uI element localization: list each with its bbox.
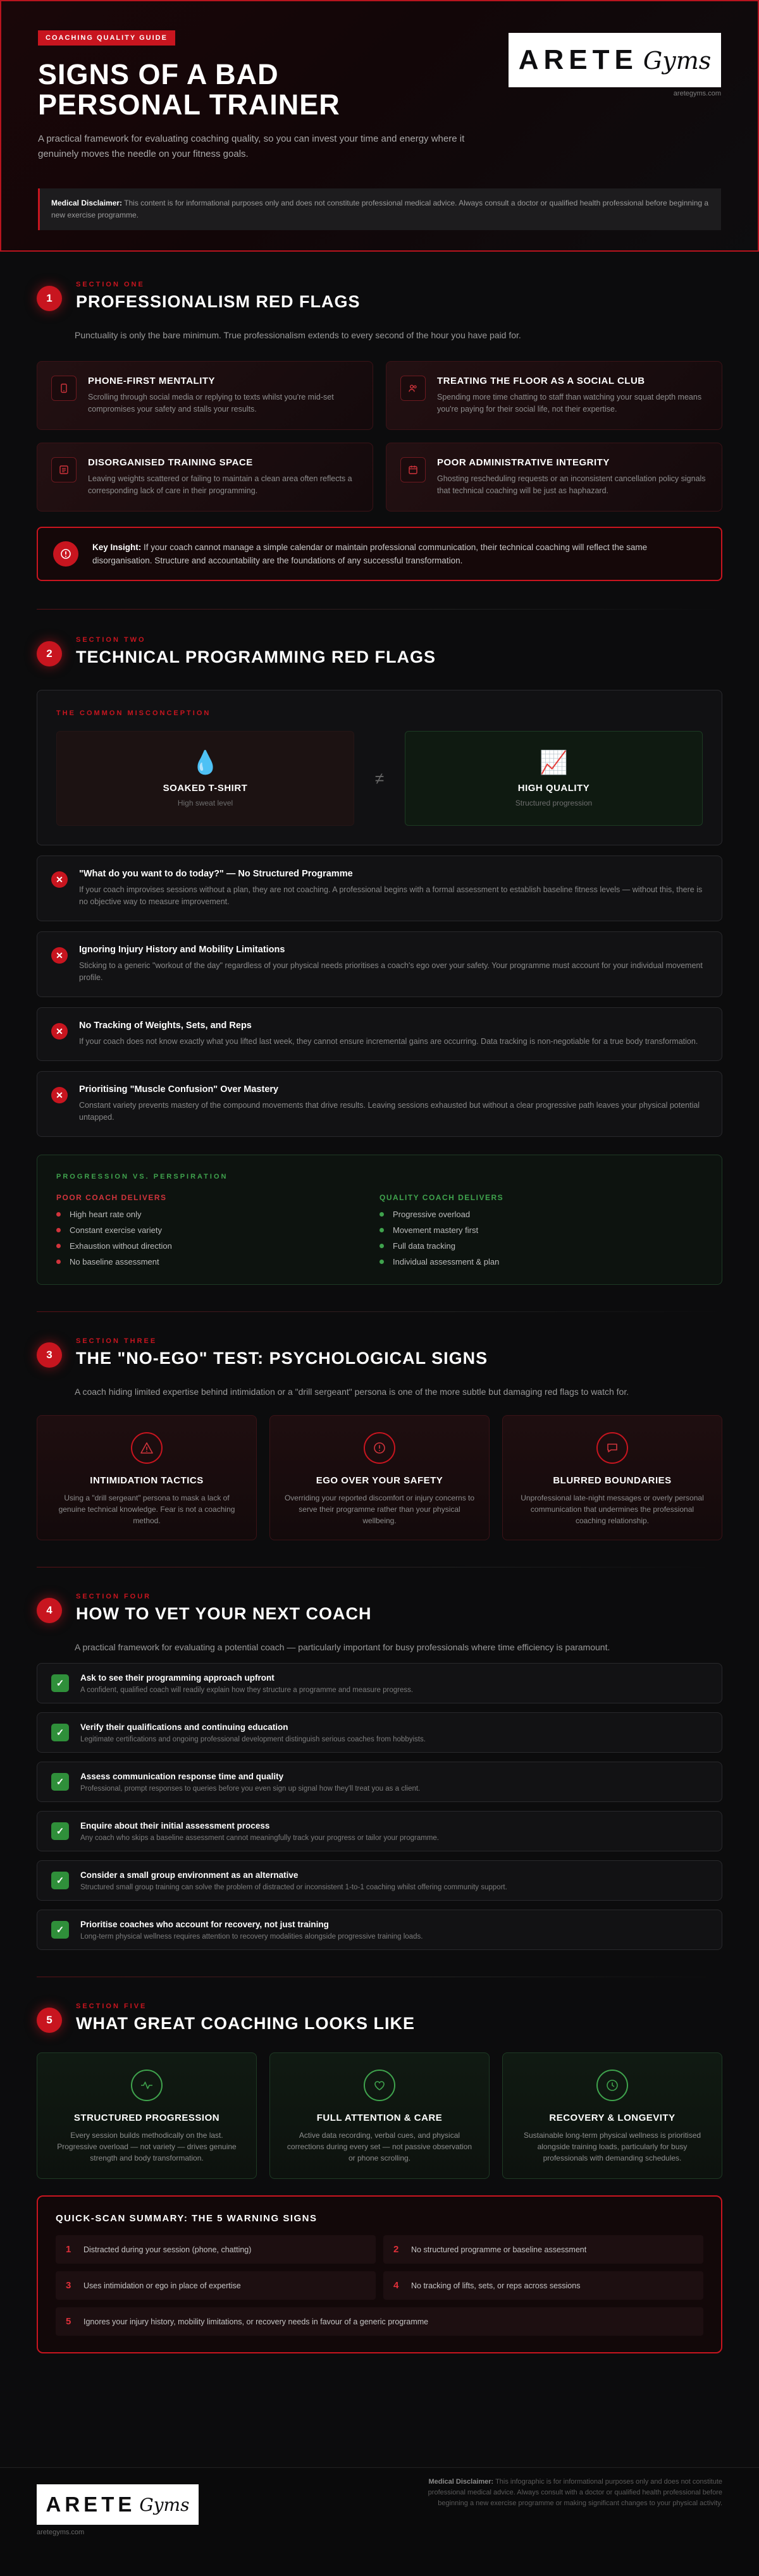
great-coaching-card bbox=[269, 2052, 490, 2179]
section-subtitle: Punctuality is only the bare minimum. True professionalism extends to every second of the hour you have paid for. bbox=[75, 330, 521, 340]
red-flag-card bbox=[386, 443, 722, 512]
list-item-text: Individual assessment & plan bbox=[393, 1257, 500, 1267]
section-subtitle: A coach hiding limited expertise behind intimidation or a "drill sergeant" persona is one of the more subtle but damaging red flags to watch for. bbox=[75, 1387, 629, 1397]
card-text: Spending more time chatting to staff than watching your squat depth means you're paying for their social life, not their expertise. bbox=[437, 393, 702, 414]
list-item-text: Full data tracking bbox=[393, 1241, 455, 1251]
x-icon: ✕ bbox=[51, 1087, 68, 1103]
red-flag-card bbox=[37, 443, 373, 512]
section-title: HOW TO VET YOUR NEXT COACH bbox=[76, 1604, 372, 1623]
summary-item bbox=[56, 2307, 703, 2336]
list-icon bbox=[51, 457, 77, 482]
brand-logo[interactable] bbox=[509, 33, 721, 87]
section-title: PROFESSIONALISM RED FLAGS bbox=[76, 292, 361, 311]
list-item-text: High heart rate only bbox=[70, 1210, 142, 1219]
flag-title: No Tracking of Weights, Sets, and Reps bbox=[79, 1021, 252, 1031]
vet-title: Assess communication response time and quality bbox=[80, 1771, 284, 1781]
progression-vs-perspiration bbox=[37, 1155, 722, 1285]
guide-tag: COACHING QUALITY GUIDE bbox=[38, 30, 175, 46]
footer-url[interactable]: aretegyms.com bbox=[37, 2529, 85, 2536]
footer-disclaimer-text: This infographic is for informational purposes only and does not constitute professional medical advice. Always consult with a doctor or qualified health professional before beginning a new exercise programme or making significant changes to your physical activity. bbox=[428, 2478, 722, 2507]
activity-icon bbox=[131, 2070, 163, 2101]
vet-title: Prioritise coaches who account for recovery, not just training bbox=[80, 1919, 329, 1929]
footer bbox=[0, 2467, 759, 2576]
psych-card bbox=[502, 1415, 722, 1540]
red-flag-card bbox=[386, 361, 722, 430]
sweat-subtitle: High sweat level bbox=[177, 798, 233, 807]
logo-script: Gyms bbox=[139, 2494, 190, 2515]
x-icon: ✕ bbox=[51, 947, 68, 964]
vetting-item bbox=[37, 1910, 722, 1950]
section-technical bbox=[0, 636, 759, 1285]
vetting-item bbox=[37, 1712, 722, 1753]
programming-flag bbox=[37, 931, 722, 997]
x-icon: ✕ bbox=[51, 1023, 68, 1040]
list-item-text: Progressive overload bbox=[393, 1210, 471, 1219]
card-title: RECOVERY & LONGEVITY bbox=[549, 2113, 676, 2123]
quality-coach-column bbox=[379, 1193, 703, 1267]
intro-text: A practical framework for evaluating coaching quality, so you can invest your time and energy where it genuinely moves the needle on your fitness goals. bbox=[38, 133, 465, 159]
summary-text: No structured programme or baseline assessment bbox=[411, 2245, 587, 2254]
section-number: 5 bbox=[37, 2008, 62, 2033]
summary-text: No tracking of lifts, sets, or reps across sessions bbox=[411, 2281, 581, 2290]
section-number: 3 bbox=[37, 1342, 62, 1368]
programming-flag bbox=[37, 1071, 722, 1137]
vet-text: Any coach who skips a baseline assessment cannot meaningfully track your progress or tailor your programme. bbox=[80, 1834, 439, 1842]
section-subtitle: A practical framework for evaluating a potential coach — particularly important for busy professionals where time efficiency is paramount. bbox=[75, 1642, 610, 1652]
section-number: 4 bbox=[37, 1598, 62, 1623]
disclaimer-label: Medical Disclaimer: bbox=[51, 199, 123, 207]
x-icon: ✕ bbox=[51, 871, 68, 888]
vet-text: Legitimate certifications and ongoing professional development distinguish serious coaches from hobbyists. bbox=[80, 1735, 426, 1743]
flag-title: Prioritising "Muscle Confusion" Over Mastery bbox=[79, 1084, 279, 1095]
quality-subtitle: Structured progression bbox=[515, 798, 593, 807]
list-item-text: Movement mastery first bbox=[393, 1225, 479, 1235]
card-text: Active data recording, verbal cues, and physical corrections during every set — not passive observation or phone scrolling. bbox=[287, 2131, 472, 2162]
sweat-title: SOAKED T-SHIRT bbox=[163, 782, 248, 794]
card-title: TREATING THE FLOOR AS A SOCIAL CLUB bbox=[437, 376, 645, 386]
clock-icon bbox=[596, 2070, 628, 2101]
card-text: Scrolling through social media or replying to texts whilst you're mid-set compromises your safety and stalls your results. bbox=[88, 393, 334, 414]
programming-flag bbox=[37, 1007, 722, 1061]
quality-title: HIGH QUALITY bbox=[517, 782, 590, 794]
list-item-text: Exhaustion without direction bbox=[70, 1241, 172, 1251]
list-item bbox=[56, 1210, 379, 1219]
card-title: STRUCTURED PROGRESSION bbox=[73, 2113, 220, 2123]
section-label: SECTION ONE bbox=[76, 281, 145, 288]
vet-text: Long-term physical wellness requires attention to recovery modalities alongside progressive training loads. bbox=[80, 1932, 423, 1941]
section-title: THE "NO-EGO" TEST: PSYCHOLOGICAL SIGNS bbox=[76, 1349, 488, 1368]
list-item bbox=[379, 1257, 703, 1267]
vet-text: Structured small group training can solve the problem of distracted or inconsistent 1-to-1 coaching whilst offering community support. bbox=[80, 1883, 507, 1891]
footer-disclaimer-label: Medical Disclaimer: bbox=[428, 2478, 494, 2486]
card-text: Using a "drill sergeant" persona to mask a lack of genuine technical knowledge. Fear is not a coaching method. bbox=[58, 1493, 235, 1525]
section-title: TECHNICAL PROGRAMMING RED FLAGS bbox=[76, 647, 436, 666]
section-great-coaching bbox=[0, 2003, 759, 2353]
pvp-label: PROGRESSION VS. PERSPIRATION bbox=[56, 1173, 228, 1181]
flag-title: Ignoring Injury History and Mobility Limitations bbox=[79, 945, 285, 955]
check-icon: ✓ bbox=[51, 1822, 69, 1840]
key-insight bbox=[37, 527, 722, 581]
programming-flag bbox=[37, 856, 722, 921]
check-icon: ✓ bbox=[51, 1674, 69, 1692]
check-icon: ✓ bbox=[51, 1773, 69, 1791]
card-text: Every session builds methodically on the last. Progressive overload — not variety — drives genuine strength and body transformation. bbox=[57, 2131, 237, 2162]
flag-text: Constant variety prevents mastery of the compound movements that drive results. Leaving sessions exhausted but without a clear progressive path leaves your physical potential untapped. bbox=[79, 1101, 700, 1122]
summary-item bbox=[56, 2271, 376, 2300]
flag-text: Sticking to a generic "workout of the day" regardless of your physical needs prioritises a coach's ego over your safety. Your programme must account for your individual movement profile. bbox=[79, 961, 703, 982]
section-no-ego bbox=[0, 1337, 759, 1540]
great-coaching-card bbox=[37, 2052, 257, 2179]
flag-title: "What do you want to do today?" — No Structured Programme bbox=[79, 869, 353, 879]
summary-item bbox=[56, 2235, 376, 2264]
vet-text: Professional, prompt responses to queries before you even sign up signal how they'll treat you as a client. bbox=[80, 1784, 421, 1793]
card-text: Unprofessional late-night messages or overly personal communication that undermines the professional coaching relationship. bbox=[521, 1493, 704, 1525]
summary-text: Ignores your injury history, mobility limitations, or recovery needs in favour of a generic programme bbox=[83, 2317, 429, 2326]
list-item bbox=[379, 1241, 703, 1251]
poor-coach-column bbox=[56, 1193, 379, 1267]
summary-text: Distracted during your session (phone, chatting) bbox=[83, 2245, 252, 2254]
summary-number: 4 bbox=[393, 2280, 399, 2291]
list-item bbox=[56, 1257, 379, 1267]
chat-icon bbox=[596, 1432, 628, 1464]
not-equal-symbol: ≠ bbox=[374, 768, 385, 788]
card-title: PHONE-FIRST MENTALITY bbox=[88, 376, 216, 386]
vetting-item bbox=[37, 1663, 722, 1703]
info-icon bbox=[53, 541, 78, 567]
poor-coach-title: POOR COACH DELIVERS bbox=[56, 1193, 167, 1202]
vetting-item bbox=[37, 1860, 722, 1901]
flag-text: If your coach improvises sessions without a plan, they are not coaching. A professional begins with a formal assessment to establish baseline fitness levels — without this, there is no objective way to measure improvement. bbox=[79, 885, 703, 906]
great-coaching-card bbox=[502, 2052, 722, 2179]
phone-icon bbox=[51, 376, 77, 401]
page-title: SIGNS OF A BAD PERSONAL TRAINER bbox=[38, 58, 340, 121]
summary-title: QUICK-SCAN SUMMARY: THE 5 WARNING SIGNS bbox=[56, 2213, 318, 2224]
section-professionalism bbox=[0, 281, 759, 581]
vetting-item bbox=[37, 1762, 722, 1802]
list-item-text: Constant exercise variety bbox=[70, 1225, 162, 1235]
misconception-panel bbox=[37, 690, 722, 845]
psych-card bbox=[37, 1415, 257, 1540]
footer-logo[interactable] bbox=[37, 2484, 199, 2525]
vet-title: Consider a small group environment as an alternative bbox=[80, 1870, 299, 1880]
list-item bbox=[379, 1210, 703, 1219]
chart-up-icon: 📈 bbox=[540, 749, 568, 775]
summary-item bbox=[383, 2235, 703, 2264]
card-title: FULL ATTENTION & CARE bbox=[316, 2113, 443, 2123]
section-label: SECTION FOUR bbox=[76, 1593, 152, 1600]
sweat-box bbox=[56, 731, 354, 826]
people-icon bbox=[400, 376, 426, 401]
card-text: Ghosting rescheduling requests or an inconsistent cancellation policy signals that technical coaching will be just as haphazard. bbox=[437, 474, 706, 495]
section-label: SECTION THREE bbox=[76, 1337, 157, 1345]
vet-title: Enquire about their initial assessment process bbox=[80, 1820, 270, 1831]
list-item bbox=[379, 1225, 703, 1235]
section-divider bbox=[37, 609, 722, 610]
heart-icon bbox=[364, 2070, 395, 2101]
summary-number: 3 bbox=[66, 2280, 71, 2291]
quality-coach-title: QUALITY COACH DELIVERS bbox=[379, 1193, 504, 1202]
section-title: WHAT GREAT COACHING LOOKS LIKE bbox=[76, 2014, 415, 2033]
section-number: 1 bbox=[37, 286, 62, 311]
red-flag-card bbox=[37, 361, 373, 430]
disclaimer-text: This content is for informational purposes only and does not constitute professional medical advice. Always consult a doctor or qualified health professional before beginning a new exercise programme. bbox=[51, 199, 709, 219]
summary-number: 1 bbox=[66, 2244, 71, 2255]
insight-label: Key Insight: bbox=[92, 543, 142, 552]
quick-scan-summary bbox=[37, 2195, 722, 2353]
list-item bbox=[56, 1225, 379, 1235]
vet-text: A confident, qualified coach will readily explain how they structure a programme and measure progress. bbox=[80, 1686, 414, 1694]
warning-icon bbox=[131, 1432, 163, 1464]
quality-box bbox=[405, 731, 703, 826]
section-vetting bbox=[0, 1593, 759, 1950]
logo-wordmark: ARETE bbox=[46, 2493, 136, 2516]
summary-item bbox=[383, 2271, 703, 2300]
flag-text: If your coach does not know exactly what you lifted last week, they cannot ensure incremental gains are occurring. Data tracking is non-negotiable for a true body transformation. bbox=[79, 1037, 698, 1046]
card-title: INTIMIDATION TACTICS bbox=[90, 1475, 204, 1486]
card-text: Leaving weights scattered or failing to maintain a clean area often reflects a corresponding lack of care in their programming. bbox=[88, 474, 352, 495]
section-label: SECTION TWO bbox=[76, 636, 146, 644]
check-icon: ✓ bbox=[51, 1872, 69, 1889]
card-title: POOR ADMINISTRATIVE INTEGRITY bbox=[437, 457, 610, 468]
summary-number: 2 bbox=[393, 2244, 399, 2255]
section-label: SECTION FIVE bbox=[76, 2003, 147, 2010]
card-title: DISORGANISED TRAINING SPACE bbox=[88, 457, 253, 468]
section-divider bbox=[37, 1311, 722, 1312]
card-title: BLURRED BOUNDARIES bbox=[553, 1475, 672, 1486]
summary-number: 5 bbox=[66, 2316, 71, 2327]
droplet-icon: 💧 bbox=[191, 749, 219, 775]
logo-script: Gyms bbox=[643, 47, 712, 75]
check-icon: ✓ bbox=[51, 1921, 69, 1939]
insight-text: If your coach cannot manage a simple calendar or maintain professional communication, their technical coaching will reflect the same disorganisation. Structure and accountability are the foundations of any successful transformation. bbox=[92, 543, 648, 565]
calendar-icon bbox=[400, 457, 426, 482]
hero bbox=[0, 0, 759, 252]
vet-title: Verify their qualifications and continuing education bbox=[80, 1722, 288, 1732]
alert-circle-icon bbox=[364, 1432, 395, 1464]
psych-card bbox=[269, 1415, 490, 1540]
list-item bbox=[56, 1241, 379, 1251]
logo-wordmark: ARETE bbox=[518, 44, 638, 75]
card-text: Sustainable long-term physical wellness is prioritised alongside training loads, particularly for busy professionals with demanding schedules. bbox=[523, 2131, 701, 2162]
footer-disclaimer bbox=[425, 2477, 722, 2509]
card-title: EGO OVER YOUR SAFETY bbox=[316, 1475, 443, 1486]
section-number: 2 bbox=[37, 641, 62, 666]
vetting-item bbox=[37, 1811, 722, 1851]
vet-title: Ask to see their programming approach upfront bbox=[80, 1672, 275, 1683]
site-url[interactable]: aretegyms.com bbox=[673, 90, 721, 97]
check-icon: ✓ bbox=[51, 1724, 69, 1741]
list-item-text: No baseline assessment bbox=[70, 1257, 159, 1267]
medical-disclaimer bbox=[38, 188, 721, 230]
misconception-label: THE COMMON MISCONCEPTION bbox=[56, 709, 211, 717]
summary-text: Uses intimidation or ego in place of expertise bbox=[83, 2281, 241, 2290]
card-text: Overriding your reported discomfort or injury concerns to serve their programme rather than your physical wellbeing. bbox=[284, 1493, 475, 1525]
